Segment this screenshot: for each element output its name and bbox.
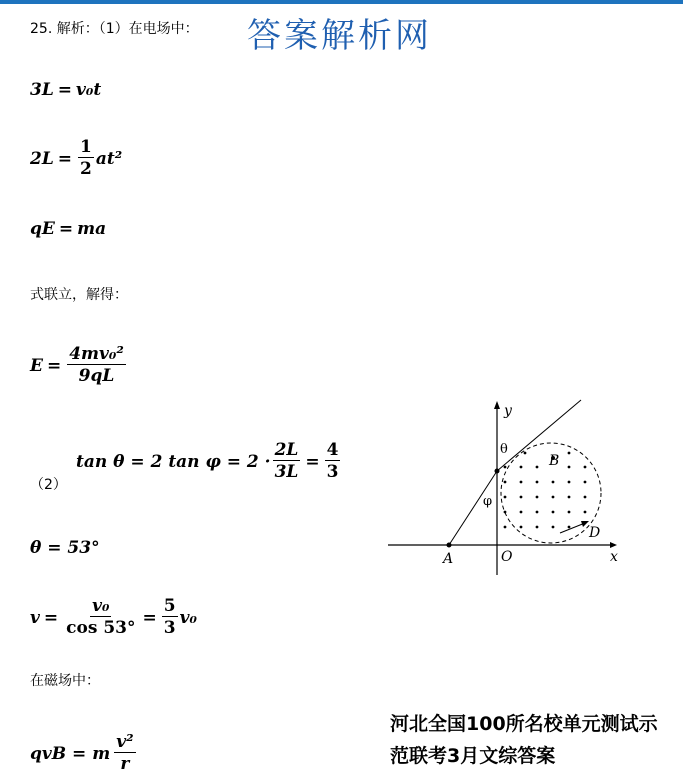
eq5-num2: 4 bbox=[326, 440, 339, 460]
eq5-fraction-1 bbox=[273, 440, 301, 483]
eq8-den: r bbox=[120, 754, 130, 774]
footer-caption bbox=[390, 708, 658, 772]
footer-line-2: 范联考3月文综答案 bbox=[390, 745, 556, 767]
eq2-fraction bbox=[78, 137, 94, 180]
physics-diagram bbox=[385, 395, 630, 580]
label-y: y bbox=[504, 403, 512, 419]
point-entry bbox=[495, 469, 500, 474]
eq2-lhs: 2L bbox=[30, 148, 54, 169]
equation-1: 3L = v₀t bbox=[30, 80, 102, 100]
y-axis bbox=[494, 401, 500, 575]
equation-2: 2L = $\frac{1}{2}$ at² bbox=[30, 137, 123, 179]
watermark-text: 答案解析网 bbox=[247, 16, 432, 56]
eq2-rhs: at² bbox=[95, 148, 123, 169]
magnetic-text: 在磁场中： bbox=[30, 673, 100, 689]
eq8-fraction bbox=[114, 732, 135, 775]
eq5-lhs: tan θ = 2 tan φ = 2 · bbox=[76, 451, 271, 472]
label-A: A bbox=[443, 551, 454, 567]
eq6-text: θ = 53° bbox=[30, 538, 100, 558]
eq5-fraction-2 bbox=[325, 440, 341, 483]
eq7-rhs: v₀ bbox=[179, 607, 197, 628]
point-A bbox=[447, 543, 452, 548]
eq1-rhs: v₀t bbox=[76, 80, 102, 100]
eq2-num: 1 bbox=[80, 137, 92, 157]
exit-arrow bbox=[560, 523, 585, 533]
top-accent-bar bbox=[0, 0, 683, 4]
eq8-num: v² bbox=[116, 732, 134, 752]
eq4-den: 9qL bbox=[78, 366, 115, 386]
field-dots bbox=[504, 452, 587, 529]
part2-label: （2） bbox=[30, 477, 67, 493]
eq4-fraction bbox=[67, 344, 126, 387]
label-theta: θ bbox=[500, 442, 508, 457]
label-B: B bbox=[549, 453, 560, 469]
eq3-lhs: qE bbox=[30, 219, 55, 239]
footer-line-1: 河北全国100所名校单元测试示 bbox=[390, 713, 658, 735]
eq4-lhs: E bbox=[30, 355, 43, 376]
eq2-den: 2 bbox=[80, 159, 92, 179]
intro-text: 25. 解析：（1）在电场中： bbox=[30, 21, 199, 37]
label-D: D bbox=[589, 525, 601, 541]
equation-8 bbox=[30, 732, 138, 775]
equation-6 bbox=[30, 538, 100, 558]
eq5-den1: 3L bbox=[274, 462, 299, 482]
eq7-den2: 3 bbox=[163, 618, 176, 638]
eq5-num1: 2L bbox=[274, 440, 299, 460]
equation-4: E = $\frac{\text{4mv₀²}}{9qL}$ bbox=[30, 344, 124, 386]
eq7-num1: v₀ bbox=[92, 596, 110, 616]
exit-arrowhead bbox=[581, 521, 589, 527]
eq3-rhs: ma bbox=[77, 219, 107, 239]
equation-3: qE = ma bbox=[30, 219, 107, 239]
label-x: x bbox=[610, 549, 618, 565]
x-axis bbox=[388, 542, 617, 548]
eq7-fraction-2 bbox=[162, 596, 178, 639]
equation-5: tan θ = 2 tan φ = 2 · $\frac{2L}{3L}$ = $\frac{4}{3}$ bbox=[76, 440, 339, 482]
eq1-lhs: 3L bbox=[30, 80, 54, 100]
label-origin: O bbox=[501, 549, 513, 565]
eq7-lhs: v bbox=[30, 607, 40, 628]
solve-text: 式联立，解得： bbox=[30, 287, 128, 303]
eq8-lhs: qvB = m bbox=[30, 743, 111, 764]
eq7-den1: cos 53° bbox=[66, 618, 136, 638]
label-phi: φ bbox=[483, 494, 493, 509]
equation-7: v = $\frac{\text{v₀}}{\cos 53^\circ}$ = $\frac{5}{3}$ v₀ bbox=[30, 596, 197, 638]
eq4-num: 4mv₀² bbox=[69, 344, 124, 364]
eq7-num2: 5 bbox=[163, 596, 176, 616]
eq5-den2: 3 bbox=[326, 462, 339, 482]
eq7-fraction-1 bbox=[64, 596, 137, 639]
